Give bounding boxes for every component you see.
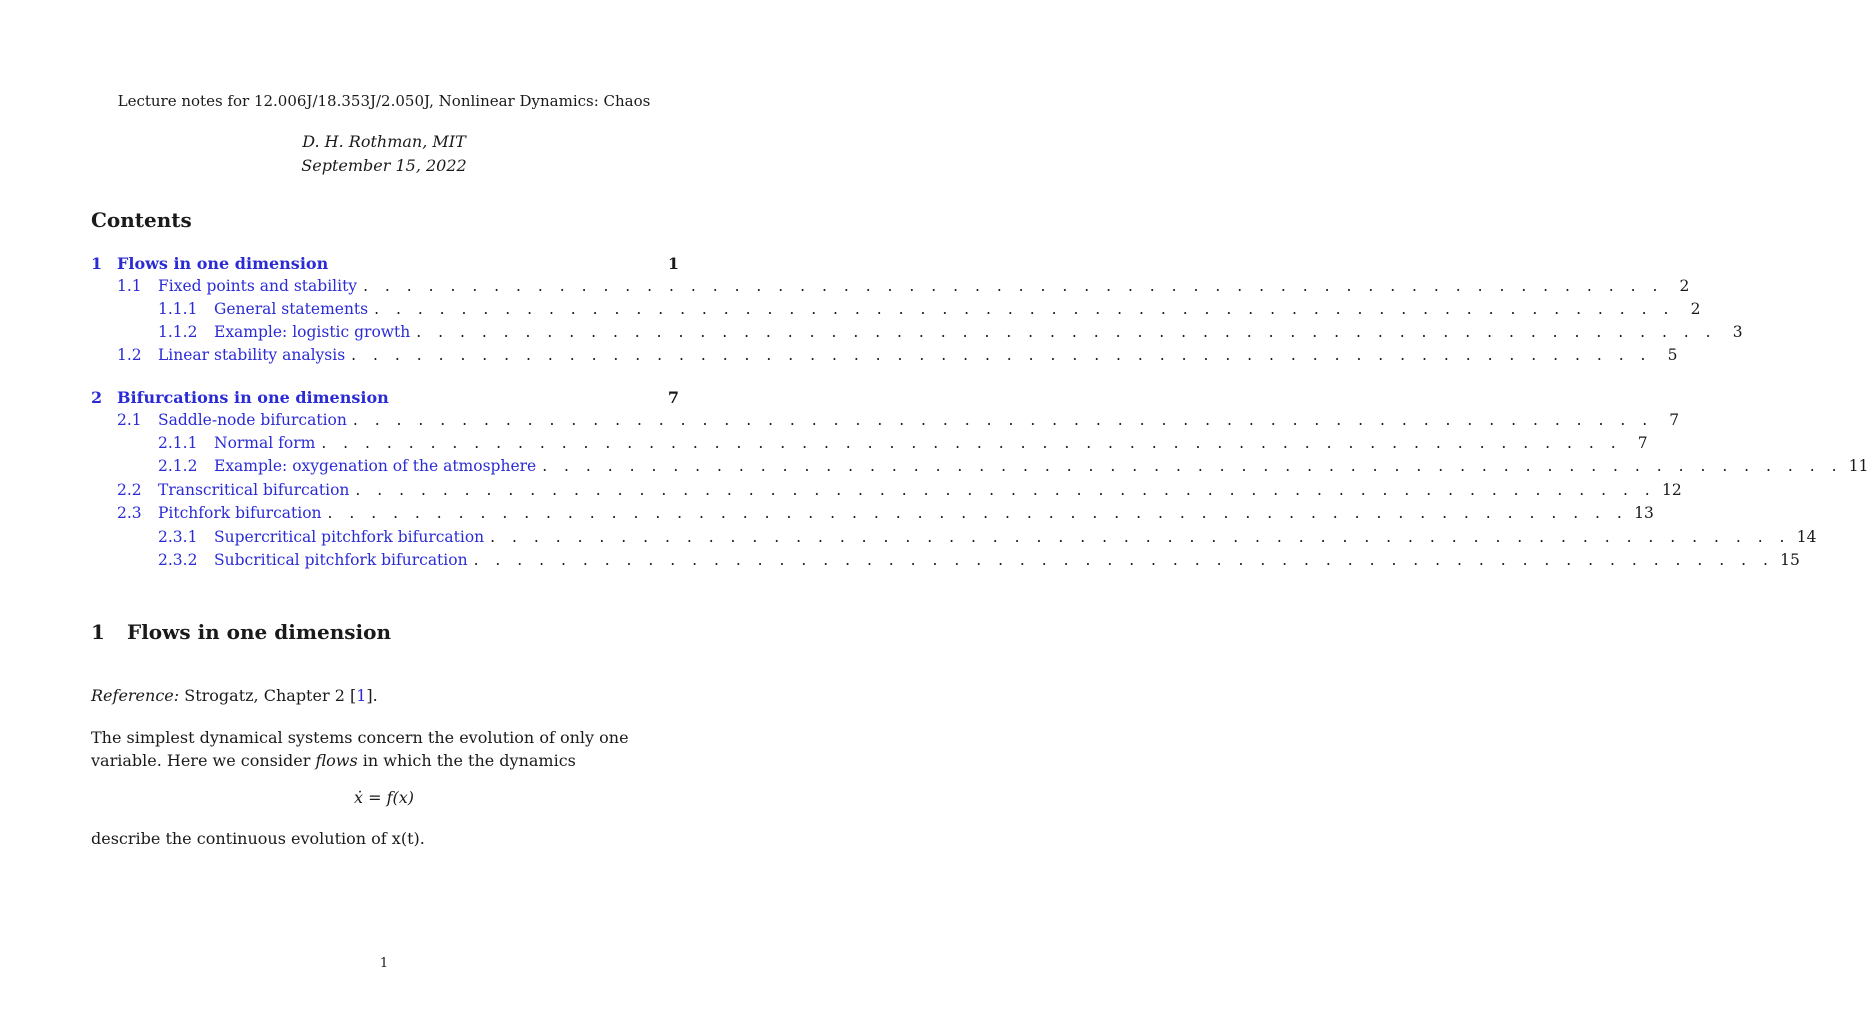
toc-leader-dots: . . . . . . . . . . . . . . . . . . . . . . . . . . . . . . . . . . . . . . . . . . . . . . . . . . . . . . . . . . . .	[351, 346, 1652, 364]
toc-entry-page: 12	[1662, 481, 1682, 499]
toc-entry-title: Example: oxygenation of the atmosphere	[214, 457, 537, 475]
toc-leader-dots: . . . . . . . . . . . . . . . . . . . . . . . . . . . . . . . . . . . . . . . . . . . . . . . . . . . . . . . . . . . .	[355, 481, 1656, 499]
toc-entry[interactable]	[91, 323, 1743, 345]
toc-entry[interactable]	[91, 481, 1682, 503]
citation-link[interactable]: 1	[356, 686, 367, 705]
toc-entry-number: 2.1	[117, 411, 142, 429]
toc-leader-dots: . . . . . . . . . . . . . . . . . . . . . . . . . . . . . . . . . . . . . . . . . . . . . . . . . . . . . . . . . . . .	[416, 323, 1717, 341]
toc-leader-dots: . . . . . . . . . . . . . . . . . . . . . . . . . . . . . . . . . . . . . . . . . . . . . . . . . . . . . . . . . . . .	[321, 434, 1622, 452]
toc-entry-title: Example: logistic growth	[214, 323, 411, 341]
paragraph-1-text-b: in which the the dynamics	[357, 751, 576, 770]
toc-entry-title: Saddle-node bifurcation	[158, 411, 347, 429]
section-title: Flows in one dimension	[127, 620, 391, 644]
toc-entry-page: 7	[1669, 411, 1680, 429]
toc-entry-number: 1.2	[117, 346, 142, 364]
toc-entry[interactable]	[91, 457, 1869, 479]
toc-entry-title: Linear stability analysis	[158, 346, 346, 364]
course-title: Lecture notes for 12.006J/18.353J/2.050J, Nonlinear Dynamics: Chaos	[117, 92, 651, 110]
toc-entry-number: 2.1.2	[158, 457, 198, 475]
toc-entry-number: 1.1.2	[158, 323, 198, 341]
toc-leader-dots: . . . . . . . . . . . . . . . . . . . . . . . . . . . . . . . . . . . . . . . . . . . . . . . . . . . . . . . . . . . .	[374, 300, 1675, 318]
reference-label: Reference:	[91, 686, 180, 705]
toc-entry-page: 13	[1634, 504, 1654, 522]
toc-entry-title: Transcritical bifurcation	[158, 481, 350, 499]
toc-section-entry[interactable]	[91, 388, 679, 410]
toc-entry-title: Flows in one dimension	[117, 254, 329, 273]
toc-entry-title: General statements	[214, 300, 369, 318]
toc-entry[interactable]	[91, 504, 1654, 526]
toc-entry-page: 3	[1732, 323, 1743, 341]
toc-entry[interactable]	[91, 277, 1690, 299]
toc-entry-title: Bifurcations in one dimension	[117, 388, 389, 407]
reference-line	[91, 684, 681, 707]
toc-entry-number: 1.1	[117, 277, 142, 295]
paragraph-1	[91, 726, 681, 772]
toc-leader-dots: . . . . . . . . . . . . . . . . . . . . . . . . . . . . . . . . . . . . . . . . . . . . . . . . . . . . . . . . . . . .	[352, 411, 1654, 429]
toc-entry-title: Subcritical pitchfork bifurcation	[214, 551, 468, 569]
toc-entry[interactable]	[91, 528, 1817, 550]
toc-leader-dots: . . . . . . . . . . . . . . . . . . . . . . . . . . . . . . . . . . . . . . . . . . . . . . . . . . . . . . . . . . . .	[327, 504, 1628, 522]
reference-end: ].	[366, 686, 378, 705]
toc-entry-number: 2	[91, 388, 103, 407]
paragraph-2: describe the continuous evolution of x(t).	[91, 829, 425, 848]
toc-entry-title: Fixed points and stability	[158, 277, 358, 295]
toc-entry-page: 15	[1780, 551, 1800, 569]
toc-entry-number: 2.1.1	[158, 434, 198, 452]
toc-entry-page: 14	[1796, 528, 1817, 546]
toc-entry-page: 2	[1690, 300, 1701, 318]
paragraph-1-text-a: The simplest dynamical systems concern the evolution of only one variable. Here we consider	[91, 728, 629, 770]
toc-entry-title: Supercritical pitchfork bifurcation	[214, 528, 485, 546]
toc-entry-number: 1	[91, 254, 103, 273]
toc-entry[interactable]	[91, 300, 1701, 322]
toc-entry-page: 7	[667, 388, 679, 407]
toc-entry-page: 1	[667, 254, 679, 273]
reference-text: Strogatz, Chapter 2 [	[179, 686, 357, 705]
toc-entry-title: Normal form	[214, 434, 316, 452]
toc-entry-page: 11	[1848, 457, 1869, 475]
equation: ẋ = f(x)	[353, 788, 415, 807]
section-heading	[91, 620, 391, 644]
section-number: 1	[91, 620, 105, 644]
toc-leader-dots: . . . . . . . . . . . . . . . . . . . . . . . . . . . . . . . . . . . . . . . . . . . . . . . . . . . . . . . . . . . .	[363, 277, 1664, 295]
date: September 15, 2022	[301, 156, 467, 175]
toc-entry-number: 2.3.1	[158, 528, 198, 546]
toc-entry-page: 5	[1667, 346, 1678, 364]
author: D. H. Rothman, MIT	[302, 132, 466, 151]
page-number: 1	[379, 956, 389, 971]
toc-entry-title: Pitchfork bifurcation	[158, 504, 322, 522]
toc-section-entry[interactable]	[91, 254, 679, 276]
contents-heading: Contents	[91, 208, 192, 232]
toc-entry[interactable]	[91, 551, 1800, 573]
toc-leader-dots: . . . . . . . . . . . . . . . . . . . . . . . . . . . . . . . . . . . . . . . . . . . . . . . . . . . . . . . . . . . .	[542, 457, 1843, 475]
toc-entry[interactable]	[91, 411, 1680, 433]
paragraph-1-emphasis: flows	[315, 751, 358, 770]
toc-entry-number: 2.3.2	[158, 551, 198, 569]
toc-entry-page: 7	[1637, 434, 1648, 452]
toc-leader-dots: . . . . . . . . . . . . . . . . . . . . . . . . . . . . . . . . . . . . . . . . . . . . . . . . . . . . . . . . . . . .	[473, 551, 1774, 569]
toc-entry[interactable]	[91, 346, 1678, 368]
toc-leader-dots: . . . . . . . . . . . . . . . . . . . . . . . . . . . . . . . . . . . . . . . . . . . . . . . . . . . . . . . . . . . .	[490, 528, 1791, 546]
toc-entry-number: 1.1.1	[158, 300, 198, 318]
toc-entry-number: 2.3	[117, 504, 142, 522]
toc-entry-number: 2.2	[117, 481, 142, 499]
toc-entry[interactable]	[91, 434, 1648, 456]
toc-entry-page: 2	[1679, 277, 1690, 295]
